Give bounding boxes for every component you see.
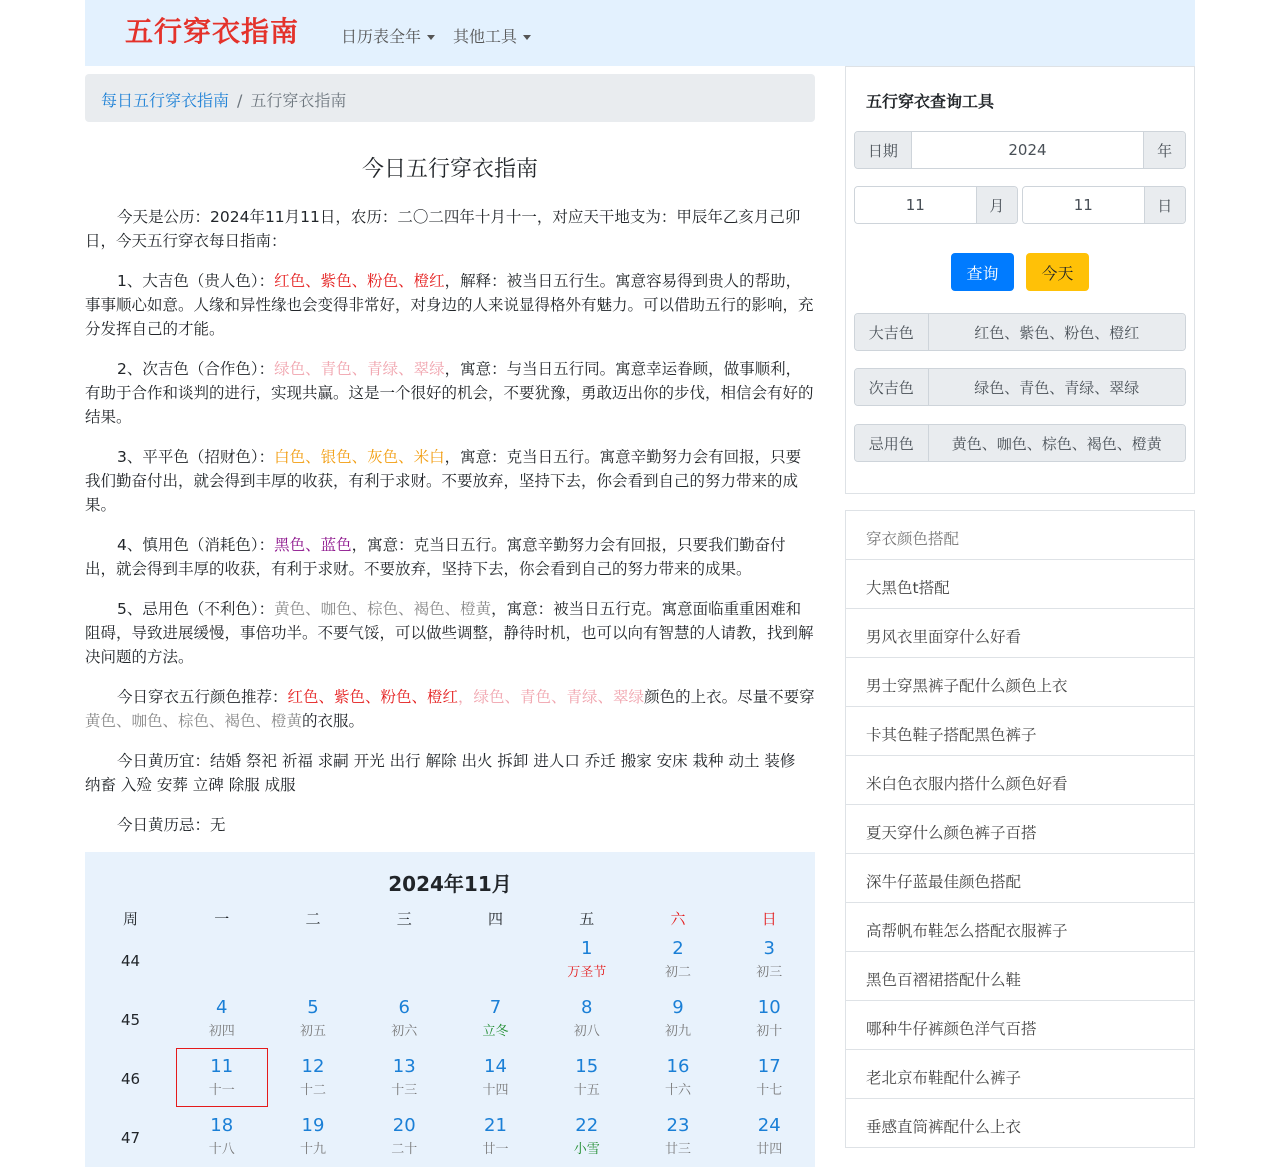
list-item-link[interactable]: 男风衣里面穿什么好看 [846,609,1194,658]
lucky-colors: 红色、紫色、粉色、橙红 [274,272,445,290]
weekday-header: 一 [214,910,230,928]
list-item-link[interactable]: 老北京布鞋配什么裤子 [846,1050,1194,1099]
day-number[interactable]: 20 [392,1115,416,1136]
week-number: 47 [120,1129,141,1147]
calendar-day[interactable] [268,1115,359,1157]
year-input-group [854,131,1186,169]
calendar-day[interactable] [724,1115,815,1157]
day-number[interactable]: 4 [216,997,228,1018]
lunar-date: 十二 [299,1083,326,1098]
day-number[interactable]: 24 [757,1115,781,1136]
calendar-day[interactable] [724,997,815,1039]
lunar-date: 初六 [391,1024,418,1039]
calendar-day[interactable] [268,997,359,1039]
calendar-day[interactable] [359,997,450,1039]
month-unit: 月 [976,187,1018,223]
lucky-color-paragraph: 1、大吉色（贵人色）：红色、紫色、粉色、橙红，解释：被当日五行生。寓意容易得到贵人的帮助，事事顺心如意。人缘和异性缘也会变得非常好，对身边的人来说显得格外有魅力。可以借助五行的影响，充分发挥自己的才能。 [85,272,814,338]
article [85,140,815,853]
day-number[interactable]: 17 [757,1056,781,1077]
calendar-day[interactable] [633,1115,724,1157]
lunar-date: 十八 [208,1142,235,1157]
calendar-day[interactable] [633,1056,724,1098]
weekday-header: 四 [487,910,503,928]
breadcrumb-separator: / [237,91,243,110]
day-number[interactable]: 7 [489,997,502,1018]
list-item-link[interactable]: 深牛仔蓝最佳颜色搭配 [846,854,1194,903]
nav-calendar-dropdown[interactable]: 日历表全年 [341,24,435,47]
lunar-date: 初十 [756,1024,783,1039]
weekday-header: 六 [670,910,686,928]
today-button[interactable]: 今天 [1026,253,1089,291]
calendar-day[interactable] [176,997,267,1039]
breadcrumb-current: 五行穿衣指南 [250,91,347,110]
day-input-group [1022,186,1186,224]
calendar-day[interactable] [724,1056,815,1098]
wealth-colors: 白色、银色、灰色、米白 [274,448,445,466]
list-item-link[interactable]: 大黑色t搭配 [846,560,1194,609]
day-unit: 日 [1144,187,1186,223]
lunar-date: 万圣节 [567,965,607,980]
list-item-link[interactable]: 米白色衣服内搭什么颜色好看 [846,756,1194,805]
day-number[interactable]: 18 [210,1115,234,1136]
day-number[interactable]: 1 [581,938,593,959]
weekday-header: 五 [579,910,595,928]
caution-colors: 黑色、蓝色 [274,536,352,554]
calendar-day[interactable] [359,1056,450,1098]
calendar-day[interactable] [633,997,724,1039]
day-number[interactable]: 14 [484,1056,507,1077]
almanac-ji: 今日黄历忌：无 [117,816,226,834]
result-row-avoid: 忌用色 黄色、咖色、棕色、褐色、橙黄 [854,424,1186,462]
intro-paragraph: 今天是公历：2024年11月11日，农历：二〇二四年十月十一，对应天干地支为：甲辰年乙亥月己卯日，今天五行穿衣每日指南： [85,208,801,250]
calendar-day[interactable] [176,1115,267,1157]
calendar-day[interactable] [359,1115,450,1157]
list-item-link[interactable]: 哪种牛仔裤颜色洋气百搭 [846,1001,1194,1050]
day-number[interactable]: 9 [672,997,684,1018]
day-number[interactable]: 13 [392,1056,416,1077]
day-number[interactable]: 6 [398,997,410,1018]
day-number[interactable]: 10 [757,997,781,1018]
lunar-date: 初八 [573,1024,600,1039]
caret-down-icon [427,35,435,40]
day-number[interactable]: 2 [672,938,684,959]
day-number[interactable]: 23 [666,1115,690,1136]
wealth-color-paragraph: 3、平平色（招财色）：白色、银色、灰色、米白，寓意：克当日五行。寓意辛勤努力会有回报，只要我们勤奋付出，就会得到丰厚的收获，有利于求财。不要放弃，坚持下去，你会看到自己的努力带来的成果。 [85,448,802,514]
lunar-date: 初二 [664,965,691,980]
lunar-date: 初九 [664,1024,691,1039]
lunar-date: 十一 [208,1083,235,1098]
lunar-date: 小雪 [573,1142,600,1157]
day-number[interactable]: 8 [581,997,593,1018]
avoid-colors: 黄色、咖色、棕色、褐色、橙黄 [274,600,492,618]
lunar-date: 十五 [573,1083,600,1098]
lunar-date: 十九 [299,1142,326,1157]
month-input-group [854,186,1018,224]
calendar-day[interactable] [633,938,724,980]
day-number[interactable]: 22 [575,1115,599,1136]
page-title: 今日五行穿衣指南 [361,157,538,182]
weekday-header: 日 [761,910,777,928]
tool-title: 五行穿衣查询工具 [866,92,995,111]
calendar-day[interactable] [724,938,815,980]
second-color-paragraph: 2、次吉色（合作色）：绿色、青色、青绿、翠绿，寓意：与当日五行同。寓意幸运眷顾，做事顺利，有助于合作和谈判的进行，实现共赢。这是一个很好的机会，不要犹豫，勇敢迈出你的步伐，相信会有好的结果。 [85,360,814,426]
brand-logo[interactable]: 五行穿衣指南 [125,15,300,48]
calendar-day[interactable] [541,997,632,1039]
result-row-lucky: 大吉色 红色、紫色、粉色、橙红 [854,313,1186,351]
breadcrumb-home-link[interactable]: 每日五行穿衣指南 [101,91,230,110]
navbar [85,0,1195,66]
list-item-link[interactable]: 夏天穿什么颜色裤子百搭 [846,805,1194,854]
lunar-date: 初五 [299,1024,326,1039]
list-item-link[interactable]: 卡其色鞋子搭配黑色裤子 [846,707,1194,756]
day-number[interactable]: 21 [484,1115,507,1136]
lunar-date: 廿四 [756,1142,783,1157]
lunar-date: 初四 [208,1024,235,1039]
caret-down-icon [523,35,531,40]
nav-tools-dropdown[interactable]: 其他工具 [453,24,531,47]
calendar-day[interactable] [541,1115,632,1157]
calendar-day[interactable] [541,938,632,980]
month-calendar [85,852,815,1167]
today-highlight [176,1048,268,1107]
day-number[interactable]: 11 [210,1056,234,1077]
lunar-date: 二十 [391,1142,418,1157]
month-input[interactable]: 11 [855,187,976,223]
lunar-date: 十六 [664,1083,691,1098]
query-button[interactable]: 查询 [951,253,1014,291]
week-number: 45 [120,1011,141,1029]
calendar-day[interactable] [541,1056,632,1098]
day-number[interactable]: 12 [301,1056,325,1077]
calendar-day[interactable] [268,1056,359,1098]
day-number[interactable]: 15 [575,1056,599,1077]
calendar-day[interactable] [450,997,541,1039]
lunar-date: 十三 [391,1083,418,1098]
lunar-date: 初三 [756,965,783,980]
second-colors: 绿色、青色、青绿、翠绿 [274,360,445,378]
calendar-title: 2024年11月 [388,872,512,896]
list-item-link[interactable]: 男士穿黑裤子配什么颜色上衣 [846,658,1194,707]
year-unit: 年 [1143,132,1185,168]
year-input[interactable]: 2024 [912,132,1144,168]
list-item-link[interactable]: 黑色百褶裙搭配什么鞋 [846,952,1194,1001]
day-input[interactable]: 11 [1023,187,1144,223]
calendar-day[interactable] [450,1115,541,1157]
day-number[interactable]: 19 [301,1115,325,1136]
lunar-date: 十四 [482,1083,509,1098]
day-number[interactable]: 3 [763,938,775,959]
list-item-link[interactable]: 垂感直筒裤配什么上衣 [846,1099,1194,1148]
week-number: 46 [120,1070,141,1088]
recommendation-paragraph: 今日穿衣五行颜色推荐：红色、紫色、粉色、橙红，绿色、青色、青绿、翠绿颜色的上衣。尽量不要穿黄色、咖色、棕色、褐色、橙黄的衣服。 [85,688,815,730]
day-number[interactable]: 16 [666,1056,690,1077]
list-item-link[interactable]: 高帮帆布鞋怎么搭配衣服裤子 [846,903,1194,952]
list-header: 穿衣颜色搭配 [846,511,1194,560]
lunar-date: 廿三 [664,1142,691,1157]
lunar-date: 十七 [756,1083,783,1098]
query-tool-panel [845,66,1195,494]
result-row-second: 次吉色 绿色、青色、青绿、翠绿 [854,368,1186,406]
weekday-header: 三 [396,910,412,928]
breadcrumb [85,74,815,122]
day-number[interactable]: 5 [307,997,319,1018]
almanac-yi: 今日黄历宜：结婚 祭祀 祈福 求嗣 开光 出行 解除 出火 拆卸 进人口 乔迁 搬家 安床 栽种 动土 装修 纳畜 入殓 安葬 立碑 除服 成服 [85,752,796,794]
avoid-color-paragraph: 5、忌用色（不利色）：黄色、咖色、棕色、褐色、橙黄，寓意：被当日五行克。寓意面临重重困难和阻碍，导致进展缓慢，事倍功半。不要气馁，可以做些调整，静待时机，也可以向有智慧的人请教，找到解决问题的方法。 [85,600,814,666]
lunar-date: 廿一 [482,1142,509,1157]
related-links-list [845,510,1195,1148]
lunar-date: 立冬 [482,1024,509,1039]
caution-color-paragraph: 4、慎用色（消耗色）：黑色、蓝色，寓意：克当日五行。寓意辛勤努力会有回报，只要我们勤奋付出，就会得到丰厚的收获，有利于求财。不要放弃，坚持下去，你会看到自己的努力带来的成果。 [85,536,786,578]
calendar-day[interactable] [450,1056,541,1098]
date-label: 日期 [855,132,912,168]
weekday-header: 周 [122,910,138,928]
weekday-header: 二 [305,910,321,928]
week-number: 44 [120,952,141,970]
